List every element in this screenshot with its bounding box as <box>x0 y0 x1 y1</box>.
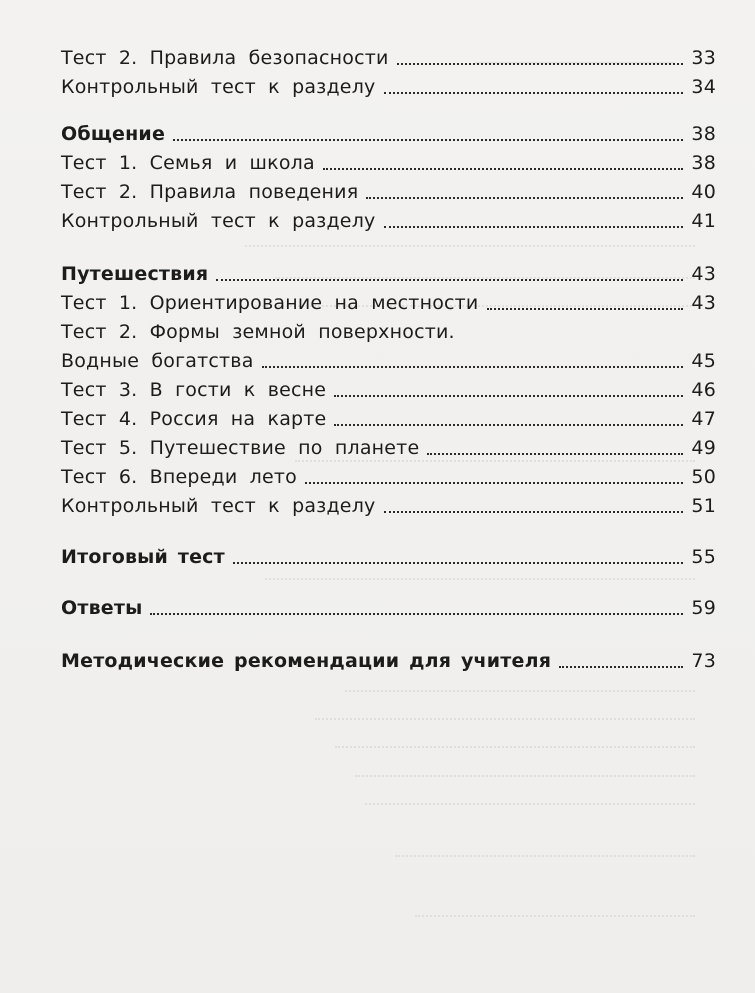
toc-entry-title: Тест 1. Семья и школа <box>61 152 315 174</box>
table-of-contents <box>61 44 716 676</box>
toc-entry-title: Тест 2. Правила безопасности <box>61 47 389 69</box>
toc-entry <box>61 178 716 207</box>
toc-entry <box>61 149 716 178</box>
toc-entry-title: Тест 3. В гости к весне <box>61 379 327 401</box>
leader-dots <box>397 63 684 65</box>
leader-dots <box>262 366 684 368</box>
toc-entry <box>61 434 716 463</box>
toc-section-heading <box>61 120 716 149</box>
toc-entry-page: 51 <box>691 495 716 517</box>
toc-section-title: Методические рекомендации для учителя <box>61 650 552 672</box>
toc-section-title: Путешествия <box>61 263 209 285</box>
toc-entry <box>61 347 716 376</box>
toc-section-heading <box>61 543 716 572</box>
toc-entry-title: Контрольный тест к разделу <box>61 495 376 517</box>
toc-entry-title: Тест 5. Путешествие по планете <box>61 437 420 459</box>
toc-section-title: Итоговый тест <box>61 546 225 568</box>
toc-entry-title: Контрольный тест к разделу <box>61 210 376 232</box>
toc-section-title: Ответы <box>61 597 143 619</box>
toc-entry-page: 40 <box>691 181 716 203</box>
leader-dots <box>150 613 683 615</box>
leader-dots <box>366 197 683 199</box>
toc-entry-page: 59 <box>691 597 716 619</box>
toc-entry-title: Тест 2. Формы земной поверхности. <box>61 321 455 343</box>
leader-dots <box>334 395 683 397</box>
leader-dots <box>384 511 684 513</box>
toc-entry-title: Контрольный тест к разделу <box>61 76 376 98</box>
toc-entry-page: 73 <box>691 650 716 672</box>
leader-dots <box>384 92 684 94</box>
toc-entry <box>61 405 716 434</box>
toc-entry <box>61 492 716 521</box>
leader-dots <box>233 562 684 564</box>
toc-entry-page: 38 <box>691 152 716 174</box>
toc-entry-page: 34 <box>691 76 716 98</box>
toc-entry-page: 49 <box>691 437 716 459</box>
toc-entry <box>61 376 716 405</box>
toc-entry-title: Тест 4. Россия на карте <box>61 408 327 430</box>
toc-entry-page: 43 <box>691 292 716 314</box>
toc-entry-page: 50 <box>691 466 716 488</box>
toc-entry-page: 55 <box>691 546 716 568</box>
toc-section-heading <box>61 594 716 623</box>
toc-entry <box>61 44 716 73</box>
leader-dots <box>216 279 683 281</box>
toc-entry-title: Водные богатства <box>61 350 254 372</box>
leader-dots <box>427 453 683 455</box>
toc-entry <box>61 73 716 102</box>
toc-entry <box>61 463 716 492</box>
toc-entry-page: 38 <box>691 123 716 145</box>
toc-entry-title: Тест 1. Ориентирование на местности <box>61 292 479 314</box>
toc-entry <box>61 289 716 318</box>
toc-entry-title: Тест 6. Впереди лето <box>61 466 297 488</box>
leader-dots <box>559 666 683 668</box>
toc-entry <box>61 207 716 236</box>
toc-entry-page: 33 <box>691 47 716 69</box>
toc-entry-page: 47 <box>691 408 716 430</box>
toc-entry-page: 45 <box>691 350 716 372</box>
toc-section-heading <box>61 647 716 676</box>
leader-dots <box>323 168 684 170</box>
toc-section-title: Общение <box>61 123 166 145</box>
toc-entry-page: 46 <box>691 379 716 401</box>
leader-dots <box>305 482 683 484</box>
leader-dots <box>334 424 683 426</box>
toc-entry-title: Тест 2. Правила поведения <box>61 181 359 203</box>
toc-entry <box>61 318 716 347</box>
toc-entry-page: 43 <box>691 263 716 285</box>
leader-dots <box>384 226 684 228</box>
leader-dots <box>487 308 684 310</box>
toc-entry-page: 41 <box>691 210 716 232</box>
leader-dots <box>173 139 683 141</box>
toc-section-heading <box>61 260 716 289</box>
